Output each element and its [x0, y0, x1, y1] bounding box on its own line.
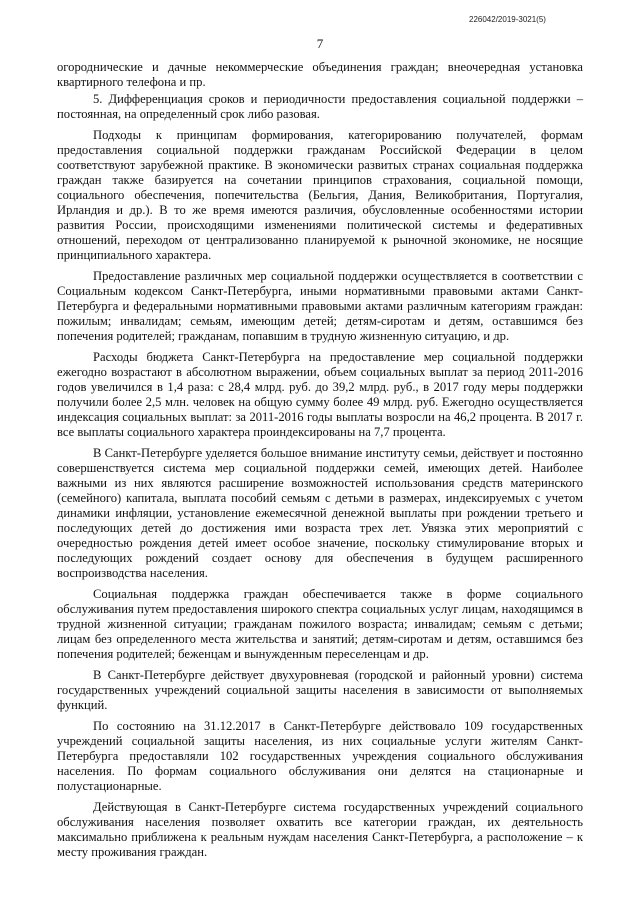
paragraph-list-item-5: 5. Дифференциация сроков и периодичности предоставления социальной поддержки – постоянная, на определенный срок либо разовая. — [57, 92, 583, 121]
document-registration-number: 226042/2019-3021(5) — [469, 15, 546, 24]
paragraph-system-coverage: Действующая в Санкт-Петербурге система государственных учреждений социального обслуживания населения позволяет охватить все категории граждан, их деятельность максимально приближена к реальным нуждам населения Санкт-Петербурга, а расположение – к месту проживания граждан. — [57, 800, 583, 859]
paragraph-two-level-system: В Санкт-Петербурге действует двухуровневая (городской и районный уровни) система государственных учреждений социальной защиты населения в зависимости от выполняемых функций. — [57, 668, 583, 712]
paragraph-support-measures: Предоставление различных мер социальной поддержки осуществляется в соответствии с Социальным кодексом Санкт-Петербурга, иными нормативными правовыми актами Санкт-Петербурга и федеральными нормативными правовыми актами различным категориям граждан: пожилым; инвалидам; семьям, имеющим детей; детям-сиротам и детям, оставшимся без попечения родителей; гражданам, попавшим в трудную жизненную ситуацию, и др. — [57, 269, 583, 343]
paragraph-family-support: В Санкт-Петербурге уделяется большое внимание институту семьи, действует и постоянно совершенствуется система мер социальной поддержки семей, имеющих детей. Наиболее важными из них являются расширение возможностей использования средств материнского (семейного) капитала, выплата пособий семьям с детьми в размерах, индексируемых с учетом динамики инфляции, установление ежемесячной денежной выплаты при рождении третьего и последующих детей до достижения ими возраста трех лет. Увязка этих мероприятий с очередностью рождения детей имеет особое значение, поскольку стимулирование вторых и последующих рождений создает основу для обеспечения в будущем расширенного воспроизводства населения. — [57, 446, 583, 580]
paragraph-institutions-count: По состоянию на 31.12.2017 в Санкт-Петербурге действовало 109 государственных учреждений социальной защиты населения, из них социальные услуги жителям Санкт-Петербурга предоставляли 102 государственных учреждения социального обслуживания населения. По формам социального обслуживания они делятся на стационарные и полустационарные. — [57, 719, 583, 793]
paragraph-budget-expenses: Расходы бюджета Санкт-Петербурга на предоставление мер социальной поддержки ежегодно возрастают в абсолютном выражении, объем социальных выплат за период 2011-2016 годов увеличился в 1,4 раза: с 28,4 млрд. руб. до 39,2 млрд. руб., в 2017 году меры поддержки получили более 2,5 млн. человек на общую сумму более 49 млрд. руб. Ежегодно осуществляется индексация социальных выплат: за 2011-2016 годы выплаты возросли на 46,2 процента. В 2017 г. все выплаты социального характера проиндексированы на 7,7 процента. — [57, 350, 583, 439]
document-body — [57, 60, 583, 866]
paragraph-approaches: Подходы к принципам формирования, категорированию получателей, формам предоставления социальной поддержки гражданам Российской Федерации в целом соответствуют зарубежной практике. В экономически развитых странах социальная поддержка граждан также базируется на сочетании принципов страхования, социальной помощи, социального обеспечения, попечительства (Бельгия, Дания, Великобритания, Португалия, Ирландия и др.). В то же время имеются различия, обусловленные особенностями истории развития России, происходящими изменениями политической системы и федеративных отношений, переходом от централизованно планируемой к рыночной экономике, не носящие принципиального характера. — [57, 128, 583, 262]
paragraph-social-services: Социальная поддержка граждан обеспечивается также в форме социального обслуживания путем предоставления широкого спектра социальных услуг лицам, находящимся в трудной жизненной ситуации; гражданам пожилого возраста; инвалидам; семьям с детьми; лицам без определенного места жительства и занятий; детям-сиротам и детям, оставшимся без попечения родителей; беженцам и вынужденным переселенцам и др. — [57, 587, 583, 661]
page-number: 7 — [316, 36, 324, 51]
paragraph-continuation: огороднические и дачные некоммерческие объединения граждан; внеочередная установка квартирного телефона и пр. — [57, 60, 583, 89]
